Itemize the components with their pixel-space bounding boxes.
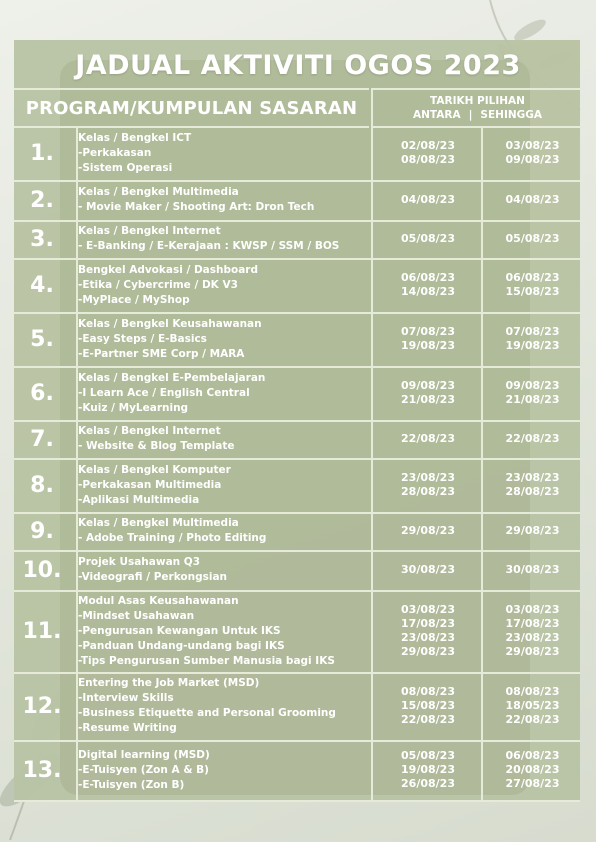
date-from: 14/08/23 (401, 285, 455, 298)
row-number: 4. (30, 272, 54, 298)
program-line: - Website & Blog Template (78, 440, 235, 452)
row-number: 9. (30, 518, 54, 544)
date-from-cell (371, 740, 483, 800)
program-cell (76, 740, 374, 800)
date-to-cell (481, 258, 582, 312)
program-line: - Movie Maker / Shooting Art: Dron Tech (78, 201, 315, 213)
row-number: 10. (22, 557, 62, 583)
page-title: JADUAL AKTIVITI OGOS 2023 (75, 50, 521, 81)
date-to: 03/08/23 (505, 603, 560, 616)
date-from: 19/08/23 (401, 339, 455, 352)
date-from-cell (371, 258, 483, 312)
table-row (14, 126, 580, 182)
program-line: -Videografi / Perkongsian (78, 571, 228, 583)
date-to-cell (481, 180, 582, 220)
program-cell (76, 312, 374, 366)
program-cell (76, 180, 374, 220)
row-number: 5. (30, 326, 54, 352)
table-row (14, 512, 580, 552)
date-to-cell (481, 420, 582, 458)
date-to-cell (481, 740, 582, 800)
header-dates (371, 88, 582, 128)
date-from-cell (371, 126, 483, 180)
date-to-cell (481, 126, 582, 180)
date-to: 06/08/23 (505, 749, 560, 762)
date-from: 17/08/23 (401, 617, 455, 630)
header-sehingga: SEHINGGA (480, 109, 543, 121)
date-to: 27/08/23 (505, 777, 560, 790)
program-line: -Aplikasi Multimedia (78, 493, 200, 506)
program-line: Kelas / Bengkel Internet (78, 225, 221, 237)
program-cell (76, 590, 374, 672)
table-row (14, 220, 580, 260)
row-number: 13. (22, 757, 62, 783)
date-from-cell (371, 458, 483, 512)
date-to: 19/08/23 (505, 339, 560, 352)
date-from: 15/08/23 (401, 699, 455, 712)
table-row (14, 458, 580, 514)
header-program: PROGRAM/KUMPULAN SASARAN (14, 88, 369, 128)
program-cell (76, 258, 374, 312)
date-from: 07/08/23 (401, 325, 455, 338)
date-from: 21/08/23 (401, 393, 455, 406)
date-from-cell (371, 220, 483, 258)
date-to: 08/08/23 (505, 685, 560, 698)
table-row (14, 258, 580, 314)
date-to: 29/08/23 (505, 645, 560, 658)
row-number: 12. (22, 693, 62, 719)
row-number: 11. (22, 618, 62, 644)
date-from: 09/08/23 (401, 379, 455, 392)
program-line: -Panduan Undang-undang bagi IKS (78, 639, 285, 652)
program-line: -Resume Writing (78, 722, 177, 734)
table-row (14, 366, 580, 422)
date-to: 05/08/23 (505, 232, 560, 245)
program-line: -Perkakasan (78, 146, 152, 159)
program-line: -E-Tuisyen (Zon B) (78, 778, 185, 791)
date-to-cell (481, 458, 582, 512)
date-to-cell (481, 312, 582, 366)
program-cell (76, 420, 374, 458)
date-to: 28/08/23 (505, 485, 560, 498)
date-from: 29/08/23 (401, 524, 455, 537)
date-from-cell (371, 366, 483, 420)
date-from-cell (371, 550, 483, 590)
program-line: -Sistem Operasi (78, 161, 173, 174)
table-row (14, 420, 580, 460)
date-to: 29/08/23 (505, 524, 560, 537)
date-to: 07/08/23 (505, 325, 560, 338)
program-line: -Tips Pengurusan Sumber Manusia bagi IKS (78, 654, 335, 667)
program-cell (76, 512, 374, 550)
program-line: Kelas / Bengkel Multimedia (78, 517, 239, 529)
date-from: 02/08/23 (401, 139, 455, 152)
date-to-cell (481, 550, 582, 590)
date-from: 05/08/23 (401, 232, 455, 245)
date-to-cell (481, 220, 582, 258)
header-antara: ANTARA (412, 109, 461, 121)
program-line: - E-Banking / E-Kerajaan : KWSP / SSM / BOS (78, 240, 340, 252)
date-to-cell (481, 590, 582, 672)
program-cell (76, 672, 374, 740)
date-to: 21/08/23 (505, 393, 560, 406)
program-line: -Pengurusan Kewangan Untuk IKS (78, 624, 281, 637)
date-to: 23/08/23 (505, 471, 560, 484)
date-from: 04/08/23 (401, 193, 455, 206)
row-number: 1. (30, 140, 54, 166)
date-from: 22/08/23 (401, 432, 455, 445)
date-to: 17/08/23 (505, 617, 560, 630)
program-line: - Adobe Training / Photo Editing (78, 532, 267, 544)
date-from: 23/08/23 (401, 631, 455, 644)
date-from: 08/08/23 (401, 153, 455, 166)
row-number: 6. (30, 380, 54, 406)
date-from: 29/08/23 (401, 645, 455, 658)
header-tarikh: TARIKH PILIHAN (430, 95, 525, 107)
program-line: Modul Asas Keusahawanan (78, 594, 239, 607)
date-from: 26/08/23 (401, 777, 455, 790)
program-line: Kelas / Bengkel Multimedia (78, 186, 239, 198)
program-line: -Easy Steps / E-Basics (78, 332, 207, 345)
date-to: 18/05/23 (505, 699, 560, 712)
program-line: Digital learning (MSD) (78, 748, 210, 761)
date-to: 09/08/23 (505, 153, 560, 166)
date-to: 22/08/23 (505, 713, 560, 726)
program-line: Entering the Job Market (MSD) (78, 677, 260, 689)
program-line: -Mindset Usahawan (78, 609, 195, 622)
program-line: -MyPlace / MyShop (78, 293, 190, 306)
table-row (14, 590, 580, 674)
date-to: 20/08/23 (505, 763, 560, 776)
header-sep: | (468, 109, 473, 121)
date-to: 06/08/23 (505, 271, 560, 284)
date-to-cell (481, 672, 582, 740)
program-line: Kelas / Bengkel Komputer (78, 463, 231, 476)
date-to: 03/08/23 (505, 139, 560, 152)
program-cell (76, 366, 374, 420)
date-from: 08/08/23 (401, 685, 455, 698)
date-to: 04/08/23 (505, 193, 560, 206)
table-row (14, 740, 580, 802)
program-line: -Interview Skills (78, 692, 174, 704)
date-to-cell (481, 512, 582, 550)
program-cell (76, 550, 374, 590)
program-line: Projek Usahawan Q3 (78, 556, 201, 568)
date-from-cell (371, 180, 483, 220)
program-line: Kelas / Bengkel ICT (78, 131, 192, 144)
date-from: 06/08/23 (401, 271, 455, 284)
program-line: Bengkel Advokasi / Dashboard (78, 263, 258, 276)
row-number: 2. (30, 187, 54, 213)
program-line: -Perkakasan Multimedia (78, 478, 222, 491)
date-to: 15/08/23 (505, 285, 560, 298)
date-from: 03/08/23 (401, 603, 455, 616)
date-to-cell (481, 366, 582, 420)
table-row (14, 312, 580, 368)
date-from: 28/08/23 (401, 485, 455, 498)
program-line: Kelas / Bengkel Keusahawanan (78, 317, 262, 330)
row-number: 8. (30, 472, 54, 498)
date-to: 22/08/23 (505, 432, 560, 445)
date-from: 30/08/23 (401, 563, 455, 576)
program-line: -Etika / Cybercrime / DK V3 (78, 278, 238, 291)
date-from-cell (371, 312, 483, 366)
table-row (14, 672, 580, 742)
table-row (14, 550, 580, 592)
date-from: 19/08/23 (401, 763, 455, 776)
date-from: 05/08/23 (401, 749, 455, 762)
row-number: 7. (30, 426, 54, 452)
program-cell (76, 220, 374, 258)
program-line: Kelas / Bengkel E-Pembelajaran (78, 371, 266, 384)
program-line: Kelas / Bengkel Internet (78, 425, 221, 437)
program-line: -E-Tuisyen (Zon A & B) (78, 763, 209, 776)
row-number: 3. (30, 226, 54, 252)
date-from-cell (371, 420, 483, 458)
date-from-cell (371, 590, 483, 672)
date-from-cell (371, 672, 483, 740)
date-to: 09/08/23 (505, 379, 560, 392)
date-to: 30/08/23 (505, 563, 560, 576)
table-row (14, 180, 580, 222)
date-from: 22/08/23 (401, 713, 455, 726)
date-from-cell (371, 512, 483, 550)
program-line: -E-Partner SME Corp / MARA (78, 347, 245, 360)
program-line: -Business Etiquette and Personal Grooming (78, 707, 336, 719)
program-line: -I Learn Ace / English Central (78, 386, 250, 399)
date-to: 23/08/23 (505, 631, 560, 644)
program-cell (76, 458, 374, 512)
program-cell (76, 126, 374, 180)
program-line: -Kuiz / MyLearning (78, 401, 189, 414)
date-from: 23/08/23 (401, 471, 455, 484)
